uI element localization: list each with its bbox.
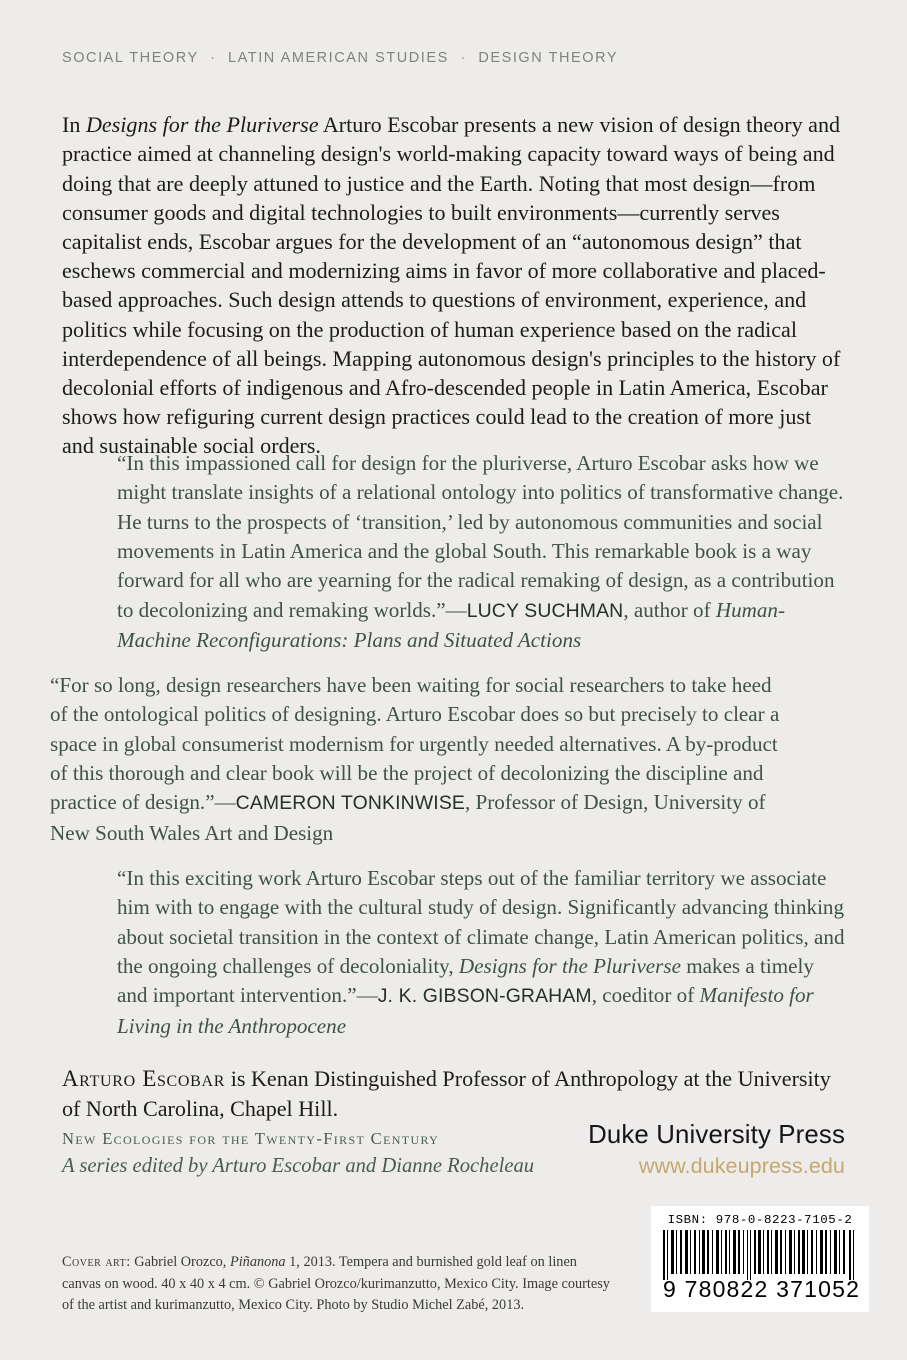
blurb-dash: — bbox=[214, 790, 236, 815]
blurb-quote: “For so long, design researchers have been waiting for social researchers to take heed of the ontological politics of designing. Arturo Escobar does so but precisely to clear a space in global consumerist modernism for urgently needed alternatives. A by-product of this thorough and clear book will be the project of decolonizing the discipline and practice of design.” bbox=[50, 673, 780, 815]
blurb-cameron-tonkinwise bbox=[50, 671, 792, 848]
publisher-name: Duke University Press bbox=[588, 1121, 845, 1149]
barcode-block bbox=[651, 1206, 869, 1312]
description-part-2: Arturo Escobar presents a new vision of design theory and practice aimed at channeling design's world-making capacity toward ways of being and doing that are deeply attuned to justice and the Earth. Noting that most design—from consumer goods and digital technologies to built environments—currently serves capitalist ends, Escobar argues for the development of an “autonomous design” that eschews commercial and modernizing aims in favor of more collaborative and placed-based approaches. Such design attends to questions of environment, experience, and politics while focusing on the production of human experience based on the radical interdependence of all beings. Mapping autonomous design's principles to the history of decolonial efforts of indigenous and Afro-descended people in Latin America, Escobar shows how refiguring current design practices could lead to the creation of more just and sustainable social orders. bbox=[62, 112, 841, 459]
blurb-author-name: CAMERON TONKINWISE bbox=[235, 792, 465, 815]
blurb-dash: — bbox=[356, 983, 378, 1008]
cover-art-credit bbox=[62, 1252, 614, 1317]
category-line bbox=[62, 50, 618, 66]
barcode-bars-icon bbox=[663, 1230, 857, 1280]
credit-text-2: 1, 2013. Tempera and burnished gold leaf on linen canvas on wood. 40 x 40 x 4 cm. © Gabriel Orozco/kurimanzutto, Mexico City. Image courtesy of the artist and kurimanzutto, Mexico City. Photo by Studio Michel Zabé, 2013. bbox=[62, 1254, 610, 1314]
blurb-quote-part-1: “In this exciting work Arturo Escobar steps out of the familiar territory we associate him with to engage with the cultural study of design. Significantly advancing thinking about societal transition in the context of climate change, Latin American politics, and the ongoing challenges of decoloniality, bbox=[117, 866, 845, 978]
blurb-author-work: Human-Machine Reconfigurations: Plans and Situated Actions bbox=[117, 597, 786, 652]
publisher-url[interactable]: www.dukeupress.edu bbox=[638, 1154, 845, 1178]
author-bio-text: is Kenan Distinguished Professor of Anthropology at the University of North Carolina, Chapel Hill. bbox=[62, 1066, 831, 1122]
category-item-3: DESIGN THEORY bbox=[478, 50, 619, 66]
author-bio bbox=[62, 1064, 852, 1124]
isbn-label: ISBN: 978-0-8223-7105-2 bbox=[667, 1213, 853, 1227]
blurb-author-name: LUCY SUCHMAN bbox=[466, 599, 624, 622]
blurb-author-name: J. K. GIBSON-GRAHAM bbox=[377, 985, 592, 1008]
blurb-author-work: Manifesto for Living in the Anthropocene bbox=[117, 983, 814, 1038]
barcode-digits: 9 780822 371052 bbox=[663, 1276, 861, 1302]
blurb-quote: “In this impassioned call for design for the pluriverse, Arturo Escobar asks how we might translate insights of a relational ontology into politics of transformative change. He turns to the prospects of ‘transition,’ led by autonomous communities and social movements in Latin America and the global South. This remarkable book is a way forward for all who are yearning for the radical remaking of design, as a contribution to decolonizing and remaking worlds.” bbox=[117, 451, 844, 622]
credit-label: Cover art: bbox=[62, 1254, 131, 1271]
blurb-lucy-suchman bbox=[117, 449, 845, 655]
blurb-author-role: , author of bbox=[623, 597, 716, 622]
credit-artwork-title: Piñanona bbox=[229, 1254, 286, 1271]
blurb-quote-part-2: makes a timely and important intervention.” bbox=[117, 953, 814, 1008]
blurb-author-role: , coeditor of bbox=[591, 983, 700, 1008]
publisher-block bbox=[588, 1121, 845, 1179]
author-name: Arturo Escobar bbox=[62, 1066, 226, 1092]
series-title: New Ecologies for the Twenty-First Century bbox=[62, 1129, 440, 1148]
series-editors: A series edited by Arturo Escobar and Dianne Rocheleau bbox=[62, 1155, 535, 1177]
description-part-1: In bbox=[62, 112, 86, 138]
book-description bbox=[62, 110, 848, 460]
blurb-author-role: , Professor of Design, University of New South Wales Art and Design bbox=[50, 790, 766, 845]
blurb-gibson-graham bbox=[117, 864, 845, 1041]
blurb-quote-book-title: Designs for the Pluriverse bbox=[458, 953, 681, 978]
credit-text-1: Gabriel Orozco, bbox=[130, 1254, 230, 1271]
blurb-dash: — bbox=[445, 597, 467, 622]
category-item-1: SOCIAL THEORY bbox=[62, 50, 199, 66]
category-separator: · bbox=[210, 50, 217, 66]
description-book-title: Designs for the Pluriverse bbox=[85, 112, 319, 138]
category-separator: · bbox=[460, 50, 467, 66]
series-block bbox=[62, 1129, 534, 1178]
category-item-2: LATIN AMERICAN STUDIES bbox=[228, 50, 449, 66]
